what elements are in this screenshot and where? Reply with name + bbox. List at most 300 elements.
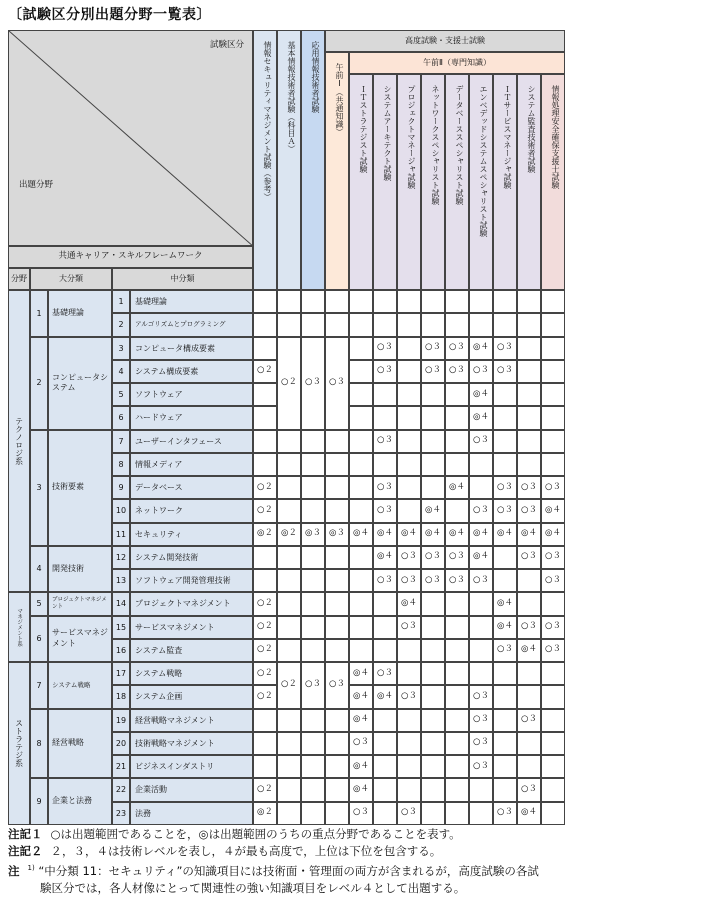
note-1 xyxy=(8,826,706,843)
subcategory-number: 9 xyxy=(112,476,130,499)
mark-cell xyxy=(445,313,469,336)
subcategory-label: システム監査 xyxy=(130,639,253,662)
mark-cell: ○３ xyxy=(493,639,517,662)
mark-cell xyxy=(493,313,517,336)
subcategory-number: 13 xyxy=(112,569,130,592)
mark-cell: ○３ xyxy=(469,499,493,522)
mark-cell xyxy=(397,476,421,499)
mark-cell xyxy=(373,383,397,406)
category-number: 6 xyxy=(30,616,48,663)
framework-label: 共通キャリア・スキルフレームワーク xyxy=(8,246,253,268)
mark-cell xyxy=(469,662,493,685)
note-3-label: 注 xyxy=(8,863,20,878)
mark-cell: ○２ xyxy=(253,499,277,522)
category-number: 4 xyxy=(30,546,48,593)
field-label: ストラテジ系 xyxy=(8,662,30,825)
mark-cell xyxy=(349,546,373,569)
subcategory-number: 23 xyxy=(112,802,130,825)
mark-cell: ◎４ xyxy=(421,499,445,522)
mark-cell: ○３ xyxy=(517,709,541,732)
mark-cell: ○３ xyxy=(493,499,517,522)
mark-cell xyxy=(349,360,373,383)
exam-category-label: 試験区分 xyxy=(209,40,244,50)
mark-cell xyxy=(277,616,301,639)
mark-cell xyxy=(301,499,325,522)
mark-cell xyxy=(421,662,445,685)
mark-cell xyxy=(325,709,349,732)
mark-cell: ◎４ xyxy=(541,523,565,546)
mark-cell xyxy=(421,802,445,825)
mark-cell xyxy=(373,406,397,429)
mark-cell: ◎４ xyxy=(541,499,565,522)
subcategory-label: サービスマネジメント xyxy=(130,616,253,639)
mark-cell: ○２ xyxy=(253,662,277,685)
mark-cell xyxy=(301,453,325,476)
subcategory-label: コンピュータ構成要素 xyxy=(130,337,253,360)
mark-cell xyxy=(469,778,493,801)
column-header-gozen1: 午前Ⅰ（共通知識） xyxy=(325,52,349,290)
mark-cell xyxy=(349,616,373,639)
mark-cell: ○３ xyxy=(541,616,565,639)
document-title: 〔試験区分別出題分野一覧表〕 xyxy=(8,7,211,23)
mark-cell xyxy=(493,709,517,732)
mark-cell: ◎４ xyxy=(445,476,469,499)
mark-cell: ◎３ xyxy=(325,523,349,546)
mark-cell xyxy=(421,383,445,406)
mark-cell xyxy=(301,290,325,313)
mark-cell xyxy=(301,476,325,499)
mark-cell xyxy=(517,592,541,615)
mark-cell xyxy=(325,290,349,313)
mark-cell xyxy=(541,313,565,336)
mark-cell xyxy=(517,313,541,336)
mark-cell xyxy=(253,337,277,360)
advanced-group-header: 高度試験・支援士試験 xyxy=(325,30,565,52)
mark-cell xyxy=(373,313,397,336)
mark-cell xyxy=(445,616,469,639)
subcategory-number: 2 xyxy=(112,313,130,336)
mark-cell xyxy=(469,639,493,662)
mark-cell xyxy=(421,430,445,453)
mark-cell: ○３ xyxy=(421,569,445,592)
mark-cell: ◎４ xyxy=(349,685,373,708)
mark-cell: ◎４ xyxy=(469,406,493,429)
mark-cell: ○３ xyxy=(397,616,421,639)
subcategory-label: ユーザーインタフェース xyxy=(130,430,253,453)
subcategory-number: 21 xyxy=(112,755,130,778)
mark-cell xyxy=(277,430,301,453)
mark-cell xyxy=(277,709,301,732)
mark-cell: ○３ xyxy=(373,360,397,383)
mark-cell: ○３ xyxy=(397,802,421,825)
mark-cell: ◎４ xyxy=(349,709,373,732)
mark-cell: ◎４ xyxy=(517,523,541,546)
subcategory-label: 経営戦略マネジメント xyxy=(130,709,253,732)
mark-cell xyxy=(373,709,397,732)
mark-cell xyxy=(421,406,445,429)
mark-cell: ◎４ xyxy=(493,523,517,546)
mark-cell: ○３ xyxy=(469,732,493,755)
mark-cell: ○３ xyxy=(517,546,541,569)
mark-cell xyxy=(517,755,541,778)
mark-cell: ◎４ xyxy=(373,546,397,569)
mark-cell xyxy=(397,453,421,476)
merged-mark-cell: ○３ xyxy=(301,337,325,430)
mark-cell xyxy=(541,755,565,778)
header-daibunrui: 大分類 xyxy=(30,268,112,290)
mark-cell xyxy=(349,453,373,476)
mark-cell: ◎４ xyxy=(469,546,493,569)
mark-cell: ○３ xyxy=(445,337,469,360)
mark-cell xyxy=(325,778,349,801)
mark-cell xyxy=(541,709,565,732)
mark-cell: ○３ xyxy=(541,476,565,499)
mark-cell: ○３ xyxy=(445,569,469,592)
mark-cell xyxy=(349,639,373,662)
mark-cell: ◎４ xyxy=(373,523,397,546)
mark-cell xyxy=(517,360,541,383)
mark-cell xyxy=(445,709,469,732)
column-header: 情報処理安全確保支援士試験 xyxy=(541,74,565,290)
mark-cell: ◎４ xyxy=(349,662,373,685)
mark-cell: ○３ xyxy=(373,476,397,499)
mark-cell xyxy=(445,453,469,476)
mark-cell: ○３ xyxy=(493,476,517,499)
header-chubunrui: 中分類 xyxy=(112,268,253,290)
mark-cell xyxy=(325,616,349,639)
mark-cell xyxy=(349,337,373,360)
mark-cell xyxy=(445,383,469,406)
mark-cell xyxy=(277,802,301,825)
mark-cell xyxy=(421,313,445,336)
subcategory-label: ハードウェア xyxy=(130,406,253,429)
mark-cell: ◎４ xyxy=(445,523,469,546)
mark-cell xyxy=(397,755,421,778)
mark-cell: ○３ xyxy=(517,778,541,801)
subcategory-number: 16 xyxy=(112,639,130,662)
subcategory-number: 12 xyxy=(112,546,130,569)
mark-cell xyxy=(373,453,397,476)
category-label: 技術要素 xyxy=(48,430,112,546)
mark-cell xyxy=(517,290,541,313)
category-number: 8 xyxy=(30,709,48,779)
mark-cell xyxy=(301,313,325,336)
column-header: システムアーキテクト試験 xyxy=(373,74,397,290)
subcategory-number: 17 xyxy=(112,662,130,685)
mark-cell: ◎４ xyxy=(493,616,517,639)
subcategory-label: アルゴリズムとプログラミング xyxy=(130,313,253,336)
mark-cell xyxy=(493,406,517,429)
mark-cell xyxy=(253,453,277,476)
mark-cell xyxy=(349,383,373,406)
mark-cell: ◎４ xyxy=(397,523,421,546)
mark-cell xyxy=(397,709,421,732)
mark-cell: ○３ xyxy=(397,685,421,708)
mark-cell xyxy=(253,290,277,313)
mark-cell xyxy=(325,499,349,522)
mark-cell xyxy=(325,569,349,592)
mark-cell xyxy=(253,383,277,406)
mark-cell xyxy=(325,639,349,662)
mark-cell xyxy=(397,360,421,383)
mark-cell xyxy=(301,616,325,639)
mark-cell xyxy=(517,662,541,685)
mark-cell xyxy=(397,430,421,453)
note-3 xyxy=(8,860,706,880)
mark-cell xyxy=(277,569,301,592)
mark-cell xyxy=(541,592,565,615)
mark-cell xyxy=(421,453,445,476)
mark-cell: ◎３ xyxy=(301,523,325,546)
mark-cell xyxy=(421,592,445,615)
subcategory-label: システム構成要素 xyxy=(130,360,253,383)
mark-cell xyxy=(301,546,325,569)
mark-cell xyxy=(325,592,349,615)
mark-cell xyxy=(421,755,445,778)
mark-cell: ○３ xyxy=(397,569,421,592)
mark-cell xyxy=(397,337,421,360)
mark-cell: ◎４ xyxy=(469,337,493,360)
mark-cell xyxy=(541,802,565,825)
mark-cell: ◎４ xyxy=(469,383,493,406)
mark-cell xyxy=(277,476,301,499)
subcategory-number: 22 xyxy=(112,778,130,801)
mark-cell: ○３ xyxy=(469,569,493,592)
mark-cell xyxy=(277,313,301,336)
mark-cell: ◎４ xyxy=(493,592,517,615)
field-label: テクノロジ系 xyxy=(8,290,30,592)
mark-cell xyxy=(325,476,349,499)
subcategory-label: 技術戦略マネジメント xyxy=(130,732,253,755)
mark-cell xyxy=(541,430,565,453)
category-number: 2 xyxy=(30,337,48,430)
mark-cell xyxy=(541,685,565,708)
mark-cell: ○３ xyxy=(421,337,445,360)
mark-cell: ○３ xyxy=(373,569,397,592)
subcategory-label: データベース xyxy=(130,476,253,499)
category-label: 企業と法務 xyxy=(48,778,112,825)
mark-cell xyxy=(421,639,445,662)
mark-cell xyxy=(301,802,325,825)
subcategory-number: 1 xyxy=(112,290,130,313)
mark-cell xyxy=(493,778,517,801)
mark-cell xyxy=(397,662,421,685)
gozen2-header: 午前Ⅱ（専門知識） xyxy=(349,52,565,74)
mark-cell xyxy=(469,290,493,313)
subcategory-label: セキュリティ xyxy=(130,523,253,546)
category-label: プロジェクトマネジメント xyxy=(48,592,112,615)
mark-cell xyxy=(493,755,517,778)
column-header: 基本情報技術者試験（科目Ａ） xyxy=(277,30,301,290)
column-header: ネットワークスペシャリスト試験 xyxy=(421,74,445,290)
mark-cell: ○３ xyxy=(469,709,493,732)
mark-cell: ○３ xyxy=(373,430,397,453)
subcategory-number: 5 xyxy=(112,383,130,406)
mark-cell: ○３ xyxy=(373,662,397,685)
note-1-label: 注記１ xyxy=(8,827,43,841)
category-label: 基礎理論 xyxy=(48,290,112,337)
mark-cell xyxy=(421,290,445,313)
mark-cell xyxy=(445,290,469,313)
mark-cell xyxy=(349,499,373,522)
mark-cell: ○３ xyxy=(493,360,517,383)
mark-cell: ◎４ xyxy=(469,523,493,546)
mark-cell: ◎４ xyxy=(517,802,541,825)
note-3-continued: 験区分では，各人材像にとって関連性の強い知識項目をレベル４として出題する。 xyxy=(40,880,466,895)
subcategory-label: ソフトウェア xyxy=(130,383,253,406)
mark-cell xyxy=(325,313,349,336)
mark-cell: ○３ xyxy=(469,430,493,453)
column-header: ＩＴサービスマネージャ試験 xyxy=(493,74,517,290)
mark-cell: ○２ xyxy=(253,639,277,662)
mark-cell xyxy=(493,453,517,476)
mark-cell: ○３ xyxy=(397,546,421,569)
column-header: データベーススペシャリスト試験 xyxy=(445,74,469,290)
corner-diagonal xyxy=(9,31,253,246)
mark-cell xyxy=(517,453,541,476)
mark-cell xyxy=(469,616,493,639)
subcategory-number: 10 xyxy=(112,499,130,522)
mark-cell xyxy=(325,453,349,476)
mark-cell xyxy=(541,360,565,383)
merged-mark-cell: ○３ xyxy=(325,662,349,709)
mark-cell xyxy=(493,430,517,453)
mark-cell xyxy=(277,290,301,313)
mark-cell xyxy=(445,639,469,662)
mark-cell: ◎４ xyxy=(349,778,373,801)
mark-cell xyxy=(277,639,301,662)
mark-cell xyxy=(517,406,541,429)
category-label: コンピュータシステム xyxy=(48,337,112,430)
mark-cell: ○３ xyxy=(373,337,397,360)
mark-cell: ○２ xyxy=(253,360,277,383)
mark-cell xyxy=(469,592,493,615)
mark-cell xyxy=(445,499,469,522)
header-bunya: 分野 xyxy=(8,268,30,290)
mark-cell xyxy=(517,569,541,592)
mark-cell: ○３ xyxy=(541,639,565,662)
subcategory-label: システム戦略 xyxy=(130,662,253,685)
mark-cell: ○３ xyxy=(469,360,493,383)
mark-cell xyxy=(421,685,445,708)
subcategory-label: ビジネスインダストリ xyxy=(130,755,253,778)
mark-cell xyxy=(541,662,565,685)
field-label: 出題分野 xyxy=(19,180,54,190)
mark-cell xyxy=(253,406,277,429)
category-label: サービスマネジメント xyxy=(48,616,112,663)
mark-cell: ○３ xyxy=(445,360,469,383)
mark-cell xyxy=(445,685,469,708)
mark-cell: ◎４ xyxy=(517,639,541,662)
mark-cell: ○２ xyxy=(253,616,277,639)
mark-cell: ◎４ xyxy=(397,592,421,615)
mark-cell xyxy=(397,639,421,662)
mark-cell: ○３ xyxy=(541,546,565,569)
mark-cell: ◎４ xyxy=(373,685,397,708)
mark-cell xyxy=(517,732,541,755)
mark-cell xyxy=(373,290,397,313)
mark-cell xyxy=(277,755,301,778)
subcategory-number: 15 xyxy=(112,616,130,639)
mark-cell xyxy=(541,406,565,429)
mark-cell xyxy=(469,453,493,476)
note-3-text: “中分類 11：セキュリティ”の知識項目には技術面・管理面の両方が含まれるが，高度試験の各試 xyxy=(38,863,539,878)
mark-cell xyxy=(373,732,397,755)
subcategory-number: 20 xyxy=(112,732,130,755)
mark-cell xyxy=(373,802,397,825)
mark-cell xyxy=(493,546,517,569)
mark-cell: ○３ xyxy=(421,360,445,383)
mark-cell xyxy=(469,313,493,336)
mark-cell xyxy=(493,732,517,755)
mark-cell xyxy=(301,732,325,755)
mark-cell: ○３ xyxy=(349,732,373,755)
mark-cell: ○３ xyxy=(541,569,565,592)
mark-cell: ○３ xyxy=(349,802,373,825)
mark-cell xyxy=(469,476,493,499)
mark-cell xyxy=(397,290,421,313)
mark-cell xyxy=(301,709,325,732)
mark-cell xyxy=(253,709,277,732)
mark-cell xyxy=(301,592,325,615)
mark-cell xyxy=(493,383,517,406)
mark-cell xyxy=(349,290,373,313)
mark-cell xyxy=(445,406,469,429)
mark-cell xyxy=(445,430,469,453)
mark-cell xyxy=(421,616,445,639)
mark-cell xyxy=(397,313,421,336)
subcategory-label: ネットワーク xyxy=(130,499,253,522)
mark-cell xyxy=(349,406,373,429)
mark-cell: ◎２ xyxy=(253,802,277,825)
subcategory-number: 3 xyxy=(112,337,130,360)
category-label: システム戦略 xyxy=(48,662,112,709)
mark-cell xyxy=(277,592,301,615)
note-1-text: ○は出題範囲であることを，◎は出題範囲のうちの重点分野であることを表す。 xyxy=(50,827,461,841)
category-number: 7 xyxy=(30,662,48,709)
category-label: 経営戦略 xyxy=(48,709,112,779)
category-number: 1 xyxy=(30,290,48,337)
mark-cell: ○２ xyxy=(253,592,277,615)
mark-cell xyxy=(397,499,421,522)
mark-cell xyxy=(301,755,325,778)
field-label: マネジメント系 xyxy=(8,592,30,662)
mark-cell xyxy=(421,732,445,755)
mark-cell xyxy=(325,755,349,778)
mark-cell xyxy=(445,802,469,825)
category-number: 5 xyxy=(30,592,48,615)
mark-cell xyxy=(253,430,277,453)
note-2 xyxy=(8,843,706,860)
subcategory-number: 14 xyxy=(112,592,130,615)
mark-cell xyxy=(277,778,301,801)
mark-cell xyxy=(493,685,517,708)
mark-cell: ◎４ xyxy=(349,523,373,546)
notes-section xyxy=(8,826,706,897)
mark-cell xyxy=(397,778,421,801)
mark-cell xyxy=(445,755,469,778)
mark-cell xyxy=(397,732,421,755)
merged-mark-cell: ○２ xyxy=(277,662,301,709)
mark-cell: ○３ xyxy=(469,685,493,708)
mark-cell xyxy=(397,406,421,429)
mark-cell xyxy=(325,430,349,453)
category-number: 3 xyxy=(30,430,48,546)
mark-cell xyxy=(373,778,397,801)
subcategory-number: 4 xyxy=(112,360,130,383)
mark-cell xyxy=(349,476,373,499)
subcategory-number: 6 xyxy=(112,406,130,429)
